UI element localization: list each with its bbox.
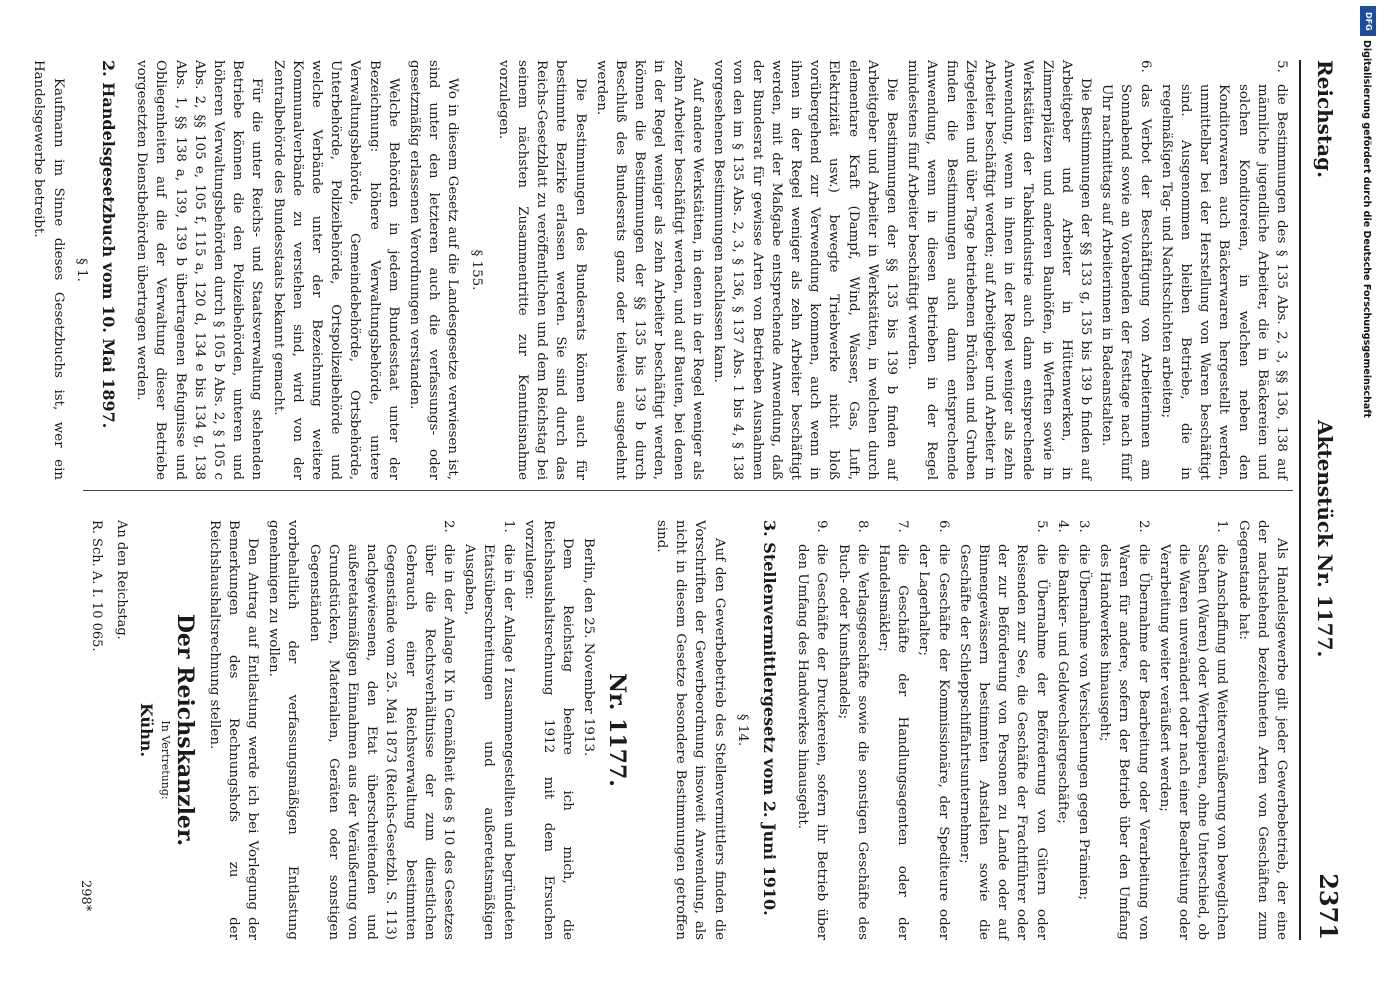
paragraph: Auf den Gewerbebetrieb des Stellenvermittlers finden die Vorschriften der Gewerbeordnung insoweit Anwendung, als nicht in diesem Gesetze besondere Bestimmungen getroffen sind. (653, 520, 727, 940)
reference-number: R. Sch. A. I. 10 065. (88, 520, 104, 652)
page-number: 2371 (1314, 873, 1343, 940)
addressee: An den Reichstag. (113, 520, 129, 640)
signature-deputy: In Vertretung: (159, 720, 173, 800)
list-item: 9. die Geschäfte der Druckereien, sofern ihr Betrieb über den Umfang des Handwerkes hinausgeht. (795, 520, 830, 940)
paragraph: Für die unter Reichs- und Staatsverwaltung stehenden Betriebe können die den Polizeibehörden, unteren und höheren Verwaltungsbehörden durch § 105 b Abs. 2, § 105 c Abs. 2, §§ 105 e, 105 f, 115 a, 120 d, 134 e bis 134 g, 138 Abs. 1, §§ 138 a, 139, 139 b übertragenen Befugnisse und Obliegenheiten auf die der Verwaltung dieser Betriebe vorgesetzten Dienstbehörden übertragen werden. (134, 60, 265, 480)
list-item: 3. die Übernahme von Versicherungen gegen Prämien; (1075, 520, 1091, 901)
header-left: Reichstag. (1313, 60, 1337, 179)
page-header (1303, 60, 1343, 940)
paragraph: Den Antrag auf Entlastung werde ich bei Vorlegung der Bemerkungen des Rechnungshofs zu der Reichshaushaltsrechnung stellen. (206, 520, 261, 940)
paragraph: Wo in diesem Gesetz auf die Landesgesetze verwiesen ist, sind unter den letzteren auch die verfassungs- oder gesetzmäßig erlassenen Verordnungen verstanden. (407, 60, 461, 480)
paragraph: Die Bestimmungen des Bundesrats können auch für bestimmte Bezirke erlassen werden. Sie sind durch das Reichs-Gesetzblatt zu veröffentlichen und dem Reichstag bei seinem nächsten Zusammentritte zur Kenntnisnahme vorzulegen. (495, 60, 588, 480)
paragraph: Welche Behörden in jedem Bundesstaat unter der Bezeichnung: höhere Verwaltungsbehörde, untere Verwaltungsbehörde, Gemeindebehörde, Ortsbehörde, Unterbehörde, Polizeibehörde, Ortspolizeibehörde und welche Verbände unter der Bezeichnung weitere Kommunalverbände zu verstehen sind, wird von der Zentralbehörde des Bundesstaats bekannt gemacht. (270, 60, 401, 480)
heading-handelsgesetzbuch: 2. Handelsgesetzbuch vom 10. Mai 1897. (99, 60, 119, 429)
digitization-sidebar (1355, 0, 1383, 1000)
signature-title: Der Reichskanzler. (172, 613, 199, 847)
column-divider (83, 490, 1293, 491)
list-item: 1. die in der Anlage I zusammengestellten und begründeten Etatsüberschreitungen und außeretatsmäßigen Ausgaben, (462, 520, 516, 940)
list-item: 4. die Bankier- und Geldwechslergeschäfte; (1054, 520, 1070, 824)
section-14-heading: § 14. (734, 713, 750, 747)
list-item: 7. die Geschäfte der Handlungsagenten oder der Handelsmäkler; (875, 520, 911, 940)
list-item: 6. das Verbot der Beschäftigung von Arbeiterinnen am Sonnabend sowie an Vorabenden der Festtage nach fünf Uhr nachmittags auf Arbeiterinnen in Badeanstalten. (1099, 60, 1153, 480)
paragraph: Die Bestimmungen der §§ 135 bis 139 b finden auf Arbeitgeber und Arbeiter in Werkstätten, in welchen durch elementare Kraft (Dampf, Wind, Wasser, Gas, Luft, Elektrizität usw.) bewegte Triebwerke nicht bloß vorübergehend zur Verwendung kommen, auch wenn in ihnen in der Regel weniger als zehn Arbeiter beschäftigt werden, mit der Maßgabe entsprechende Anwendung, daß der Bundesrat für gewisse Arten von Betrieben Ausnahmen von den im § 135 Abs. 2, 3, § 136, § 137 Abs. 1 bis 4, § 138 vorgesehenen Bestimmungen nachlassen kann. (711, 60, 899, 480)
list-item: 8. die Verlagsgeschäfte sowie die sonstigen Geschäfte des Buch- oder Kunsthandels; (835, 520, 870, 940)
header-rule (1299, 60, 1301, 940)
list-item: 6. die Geschäfte der Kommissionäre, der Spediteure oder der Lagerhalter; (916, 520, 951, 940)
paragraph: Auf andere Werkstätten, in denen in der Regel weniger als zehn Arbeiter beschäftigt werden, und auf Bauten, bei denen in der Regel weniger als zehn Arbeiter beschäftigt werden, können die Bestimmungen der §§ 135 bis 139 b durch Beschluß des Bundesrats ganz oder teilweise ausgedehnt werden. (593, 60, 705, 480)
heading-stellenvermittlergesetz: 3. Stellenvermittlergesetz vom 2. Juni 1910. (759, 520, 779, 916)
left-column (27, 60, 1291, 480)
dateline: Berlin, den 25. November 1913. (581, 538, 597, 757)
list-item: 5. die Bestimmungen des § 135 Abs. 2, 3, §§ 136, 138 auf männliche jugendliche Arbeiter, die in Bäckereien und solchen Konditoreien, in welchen neben den Konditorwaren auch Bäckerwaren hergestellt werden, unmittelbar bei der Herstellung von Waren beschäftigt sind. Ausgenommen bleiben Betriebe, die in regelmäßigen Tag- und Nachtschichten arbeiten; (1158, 60, 1289, 480)
document-number-title: Nr. 1177. (603, 673, 630, 787)
list-item: 1. die Anschaffung und Weiterveräußerung von beweglichen Sachen (Waren) oder Wertpapieren, ohne Unterschied, ob die Waren unverändert oder nach einer Bearbeitung oder Verarbeitung weiter veräußert werden; (1156, 520, 1230, 940)
sheet-stamp: 298* (78, 880, 93, 912)
right-column (86, 520, 1291, 940)
section-1-heading: § 1. (73, 258, 89, 282)
funding-credit: Digitalisierung gefördert durch die Deutsche Forschungsgemeinschaft (1361, 40, 1372, 418)
paragraph: Als Handelsgewerbe gilt jeder Gewerbebetrieb, der eine der nachstehend bezeichneten Arten von Geschäften zum Gegenstande hat: (1235, 520, 1289, 940)
list-item: 5. die Übernahme der Beförderung von Gütern oder Reisenden zur See, die Geschäfte der Frachtführer oder der zur Beförderung von Personen zu Lande oder auf Binnengewässern bestimmten Anstalten sowie die Geschäfte der Schleppschiffahrtsunternehmer; (956, 520, 1049, 940)
header-center: Aktenstück Nr. 1177. (1313, 420, 1337, 658)
paragraph: Die Bestimmungen der §§ 133 g, 135 bis 139 b finden auf Arbeitgeber und Arbeiter in Hüttenwerken, in Zimmerplätzen und anderen Bauhöfen, in Werften sowie in Werkstätten der Tabakindustrie auch dann entsprechende Anwendung, wenn in ihnen in der Regel weniger als zehn Arbeiter beschäftigt werden; auf Arbeitgeber und Arbeiter in Ziegeleien und über Tage betriebenen Brüchen und Gruben finden die Bestimmungen auch dann entsprechende Anwendung, wenn in diesen Betrieben in der Regel mindestens fünf Arbeiter beschäftigt werden. (905, 60, 1093, 480)
paragraph: Dem Reichstag beehre ich mich, die Reichshaushaltsrechnung 1912 mit dem Ersuchen vorzulegen: (521, 520, 576, 940)
list-item: 2. die in der Anlage IX in Gemäßheit des § 10 des Gesetzes über die Rechtsverhältnisse der zum dienstlichen Gebrauch einer Reichsverwaltung bestimmten Gegenstände vom 25. Mai 1873 (Reichs-Gesetzbl. S. 113) nachgewiesenen, den Etat überschreitenden und außeretatsmäßigen Einnahmen aus der Veräußerung von Grundstücken, Materialien, Geräten oder sonstigen Gegenständen (306, 520, 457, 940)
list-item: 2. die Übernahme der Bearbeitung oder Verarbeitung von Waren für andere, sofern der Betrieb über den Umfang des Handwerkes hinausgeht; (1097, 520, 1151, 940)
signature-name: Kühn. (137, 702, 157, 758)
section-155-heading: § 155. (468, 249, 484, 291)
paragraph: vorbehaltlich der verfassungsmäßigen Entlastung genehmigen zu wollen. (266, 520, 301, 940)
dfg-logo-icon: DFG (1360, 6, 1376, 36)
paragraph: Kaufmann im Sinne dieses Gesetzbuchs ist, wer ein Handelsgewerbe betreibt. (31, 60, 66, 480)
